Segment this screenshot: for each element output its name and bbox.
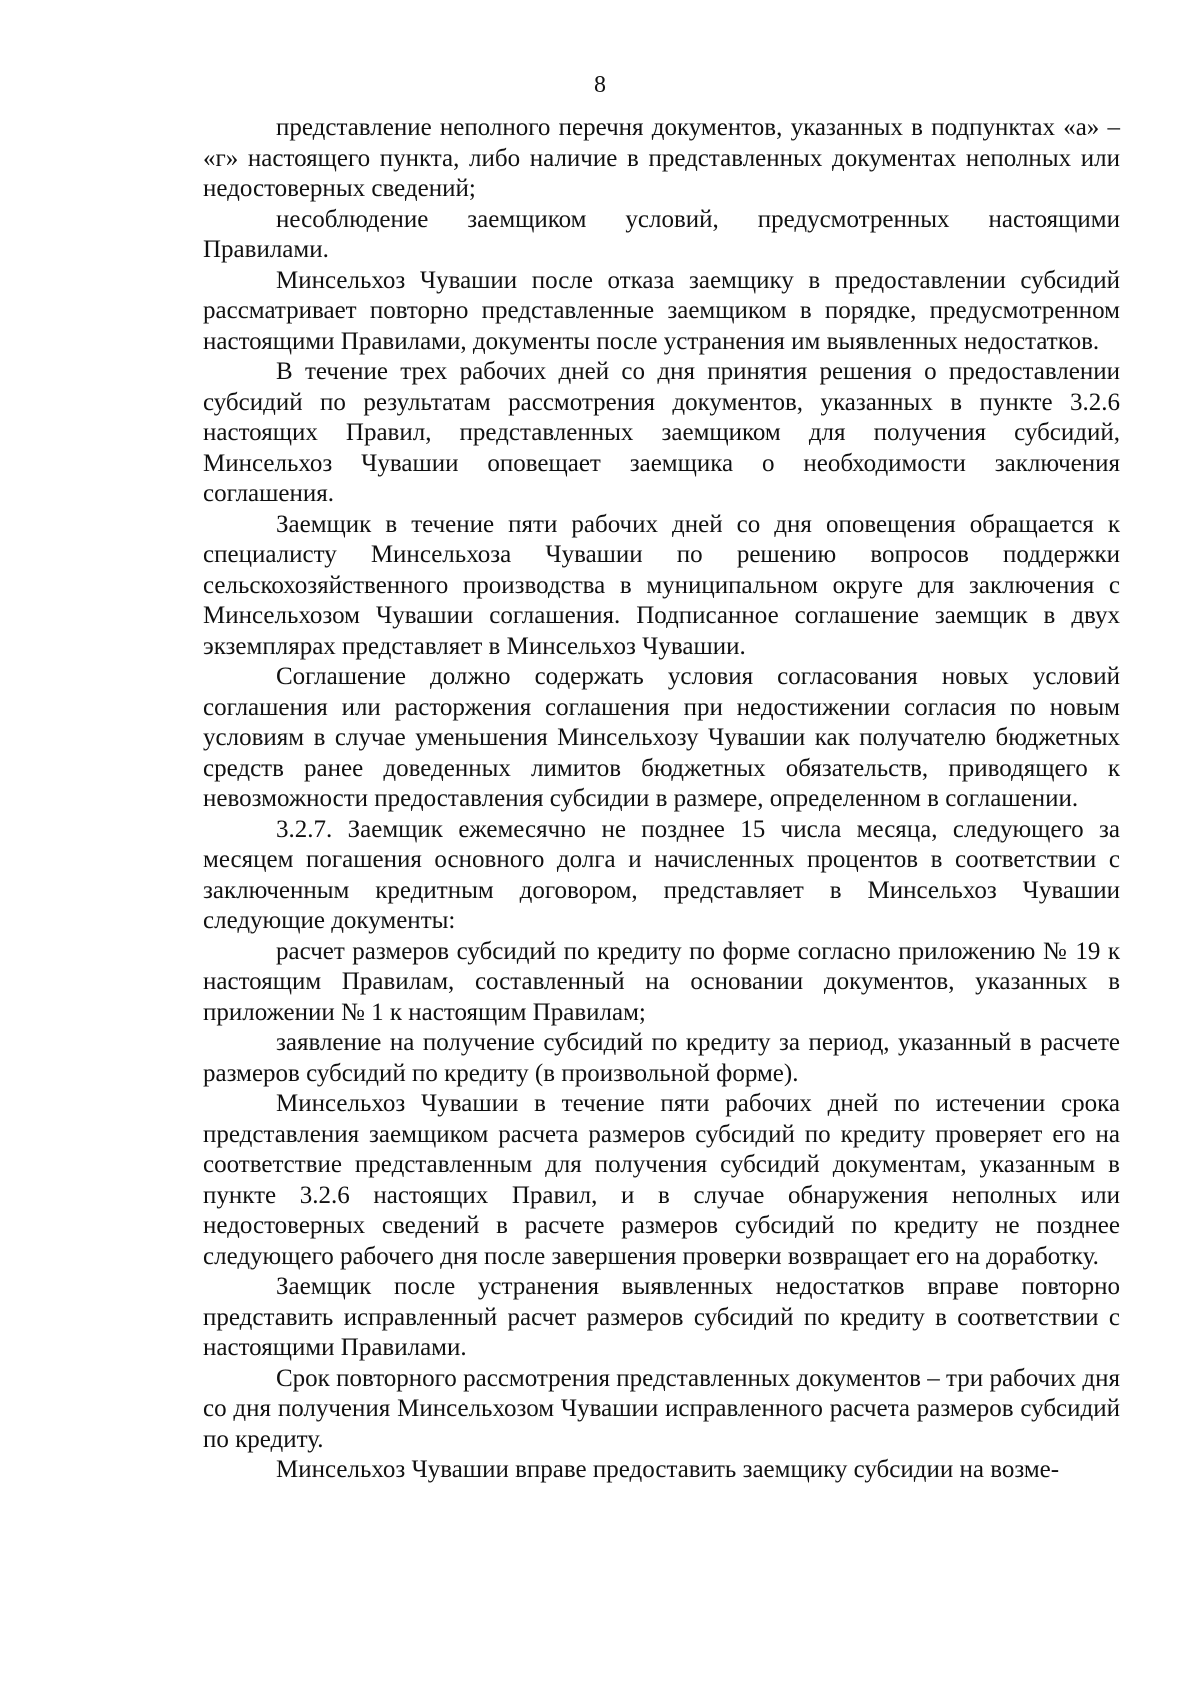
page-number: 8 (594, 72, 606, 98)
paragraph-incomplete-documents: представление неполного перечня документов, указанных в подпунктах «а» – «г» настоящего пункта, либо наличие в представленных документах неполных или недостоверных сведений; (203, 114, 1120, 202)
paragraph-resubmission-review: Минсельхоз Чувашии после отказа заемщику в предоставлении субсидий рассматривает повторно представленные заемщиком в порядке, предусмотренном настоящими Правилами, документы после устранения им выявленных недостатков. (203, 266, 1120, 355)
paragraph-corrected-calculation: Заемщик после устранения выявленных недостатков вправе повторно представить исправленный расчет размеров субсидий по кредиту в соответствии с настоящими Правилами. (203, 1273, 1120, 1361)
document-body (203, 113, 1120, 1486)
paragraph-subsidy-application: заявление на получение субсидий по кредиту за период, указанный в расчете размеров субсидий по кредиту (в произвольной форме). (203, 1029, 1120, 1087)
paragraph-verification: Минсельхоз Чувашии в течение пяти рабочих дней по истечении срока представления заемщиком расчета размеров субсидий по кредиту проверяет его на соответствие представленным для получения субсидий документам, указанным в пункте 3.2.6 настоящих Правил, и в случае обнаружения неполных или недостоверных сведений в расчете размеров субсидий по кредиту не позднее следующего рабочего дня после завершения проверки возвращает его на доработку. (203, 1090, 1120, 1270)
paragraph-reimbursement: Минсельхоз Чувашии вправе предоставить заемщику субсидии на возме- (276, 1456, 1060, 1483)
paragraph-non-compliance: несоблюдение заемщиком условий, предусмотренных настоящими Правилами. (203, 205, 1120, 263)
paragraph-subsidy-calculation: расчет размеров субсидий по кредиту по форме согласно приложению № 19 к настоящим Правилам, составленный на основании документов, указанных в приложении № 1 к настоящим Правилам; (203, 937, 1120, 1026)
paragraph-section-3-2-7: 3.2.7. Заемщик ежемесячно не позднее 15 числа месяца, следующего за месяцем погашения основного долга и начисленных процентов в соответствии с заключенным кредитным договором, представляет в Минсельхоз Чувашии следующие документы: (203, 815, 1120, 934)
paragraph-agreement-conditions: Соглашение должно содержать условия согласования новых условий соглашения или расторжения соглашения при недостижении согласия по новым условиям в случае уменьшения Минсельхозу Чувашии как получателю бюджетных средств ранее доведенных лимитов бюджетных обязательств, приводящего к невозможности предоставления субсидии в размере, определенном в соглашении. (203, 663, 1120, 812)
paragraph-agreement-notification: В течение трех рабочих дней со дня принятия решения о предоставлении субсидий по результатам рассмотрения документов, указанных в пункте 3.2.6 настоящих Правил, представленных заемщиком для получения субсидий, Минсельхоз Чувашии оповещает заемщика о необходимости заключения соглашения. (203, 358, 1120, 507)
paragraph-agreement-signing: Заемщик в течение пяти рабочих дней со дня оповещения обращается к специалисту Минсельхоза Чувашии по решению вопросов поддержки сельскохозяйственного производства в муниципальном округе для заключения с Минсельхозом Чувашии соглашения. Подписанное соглашение заемщик в двух экземплярах представляет в Минсельхоз Чувашии. (203, 510, 1120, 660)
paragraph-review-period: Срок повторного рассмотрения представленных документов – три рабочих дня со дня получения Минсельхозом Чувашии исправленного расчета размеров субсидий по кредиту. (203, 1364, 1120, 1453)
